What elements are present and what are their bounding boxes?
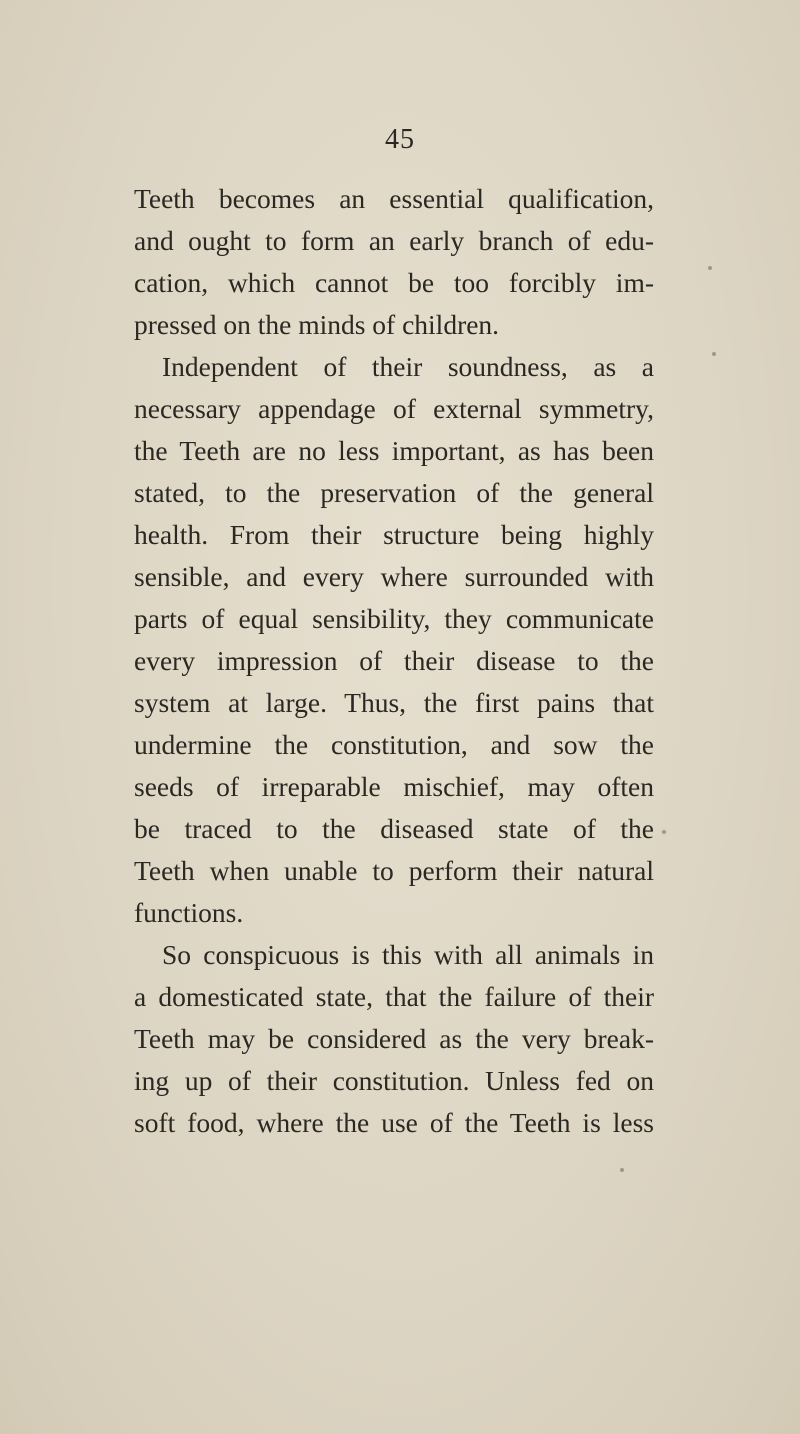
paragraph-3 [134, 934, 654, 1144]
paper-speck [712, 352, 716, 356]
text-line: soft food, where the use of the Teeth is less [134, 1107, 654, 1138]
text-line: ing up of their constitution. Unless fed on [134, 1065, 654, 1096]
text-line: pressed on the minds of children. [134, 309, 500, 340]
paragraph-2 [134, 346, 654, 934]
text-line: Teeth becomes an essential qualification, [134, 183, 654, 214]
text-line: system at large. Thus, the first pains that [134, 687, 654, 718]
text-line: the Teeth are no less important, as has been [134, 435, 654, 466]
text-line: undermine the constitution, and sow the [134, 729, 654, 760]
text-line: and ought to form an early branch of edu- [134, 225, 654, 256]
text-line: sensible, and every where surrounded with [134, 561, 654, 592]
text-line: stated, to the preservation of the general [134, 477, 654, 508]
text-line: Independent of their soundness, as a [162, 351, 654, 382]
text-line: health. From their structure being highly [134, 519, 654, 550]
text-line: So conspicuous is this with all animals in [162, 939, 654, 970]
page-number: 45 [385, 124, 415, 155]
text-line: be traced to the diseased state of the [134, 813, 654, 844]
text-line: necessary appendage of external symmetry, [134, 393, 654, 424]
text-line: Teeth when unable to perform their natural [134, 855, 654, 886]
paper-speck [708, 266, 712, 270]
paragraph-1 [134, 178, 654, 346]
text-line: cation, which cannot be too forcibly im- [134, 267, 654, 298]
body-text [134, 178, 654, 1144]
text-line: parts of equal sensibility, they communicate [134, 603, 654, 634]
text-line: Teeth may be considered as the very break- [134, 1023, 654, 1054]
paper-speck [662, 830, 666, 834]
text-line: a domesticated state, that the failure of their [134, 981, 654, 1012]
text-line: seeds of irreparable mischief, may often [134, 771, 654, 802]
text-line: functions. [134, 897, 244, 928]
paper-speck [620, 1168, 624, 1172]
text-line: every impression of their disease to the [134, 645, 654, 676]
